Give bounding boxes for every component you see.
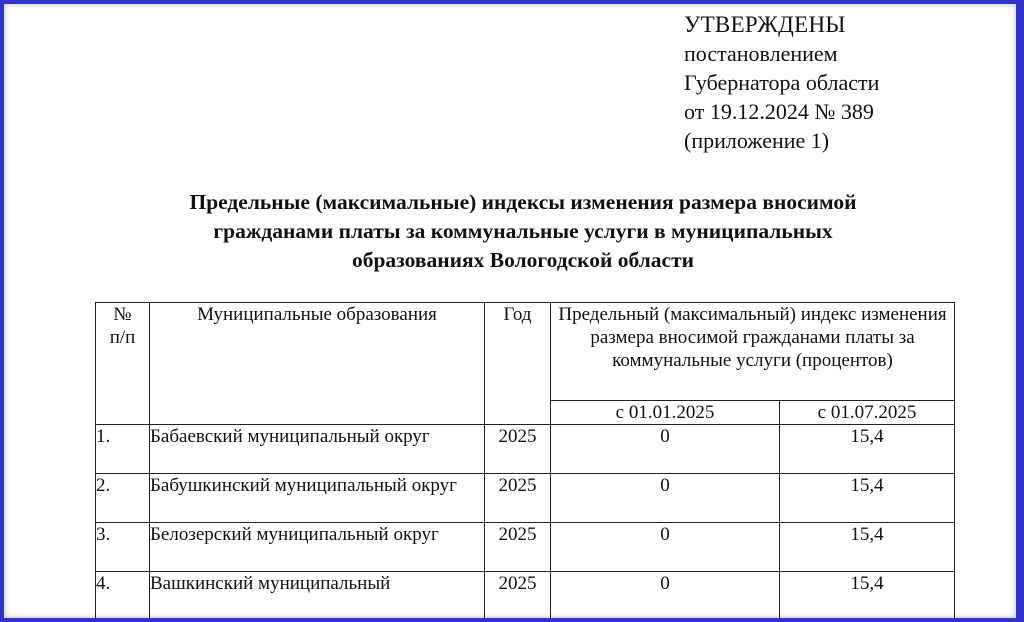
row-number: 2. (96, 474, 150, 523)
table-row (96, 474, 955, 523)
header-municipality: Муниципальные образования (150, 303, 485, 425)
row-number: 1. (96, 425, 150, 474)
approval-line: Губернатора области (684, 70, 880, 95)
approval-heading: УТВЕРЖДЕНЫ (684, 12, 846, 37)
row-municipality: Бабаевский муниципальный округ (150, 425, 485, 474)
row-index-jul: 15,4 (780, 425, 955, 474)
title-line: Предельные (максимальные) индексы изменения размера вносимой (189, 190, 857, 214)
approval-block (684, 10, 879, 155)
header-number-symbol: № (113, 304, 132, 325)
row-index-jan: 0 (551, 425, 780, 474)
approval-line: постановлением (684, 41, 838, 66)
row-number: 4. (96, 572, 150, 619)
title-line: гражданами платы за коммунальные услуги в муниципальных (213, 219, 833, 243)
approval-line: (приложение 1) (684, 128, 830, 153)
table-row (96, 523, 955, 572)
document-page (8, 4, 1010, 618)
row-municipality: Вашкинский муниципальный (150, 572, 485, 619)
row-year: 2025 (485, 523, 551, 572)
header-number-abbr: п/п (109, 327, 136, 348)
header-from-jan: с 01.01.2025 (551, 401, 780, 425)
row-year: 2025 (485, 572, 551, 619)
row-number: 3. (96, 523, 150, 572)
header-number (96, 303, 150, 425)
row-index-jul: 15,4 (780, 572, 955, 619)
approval-line: от 19.12.2024 № 389 (684, 99, 874, 124)
header-year: Год (485, 303, 551, 425)
row-index-jul: 15,4 (780, 523, 955, 572)
title-line: образованиях Вологодской области (351, 248, 695, 272)
row-index-jan: 0 (551, 572, 780, 619)
row-municipality: Белозерский муниципальный округ (150, 523, 485, 572)
document-title (108, 188, 938, 275)
row-index-jan: 0 (551, 523, 780, 572)
header-from-jul: с 01.07.2025 (780, 401, 955, 425)
header-index: Предельный (максимальный) индекс изменения размера вносимой гражданами платы за коммунальные услуги (процентов) (551, 303, 955, 401)
row-year: 2025 (485, 474, 551, 523)
row-year: 2025 (485, 425, 551, 474)
row-index-jul: 15,4 (780, 474, 955, 523)
table-header-row (96, 303, 955, 401)
row-municipality: Бабушкинский муниципальный округ (150, 474, 485, 523)
table-row (96, 425, 955, 474)
index-table (95, 302, 955, 618)
table-row (96, 572, 955, 619)
row-index-jan: 0 (551, 474, 780, 523)
